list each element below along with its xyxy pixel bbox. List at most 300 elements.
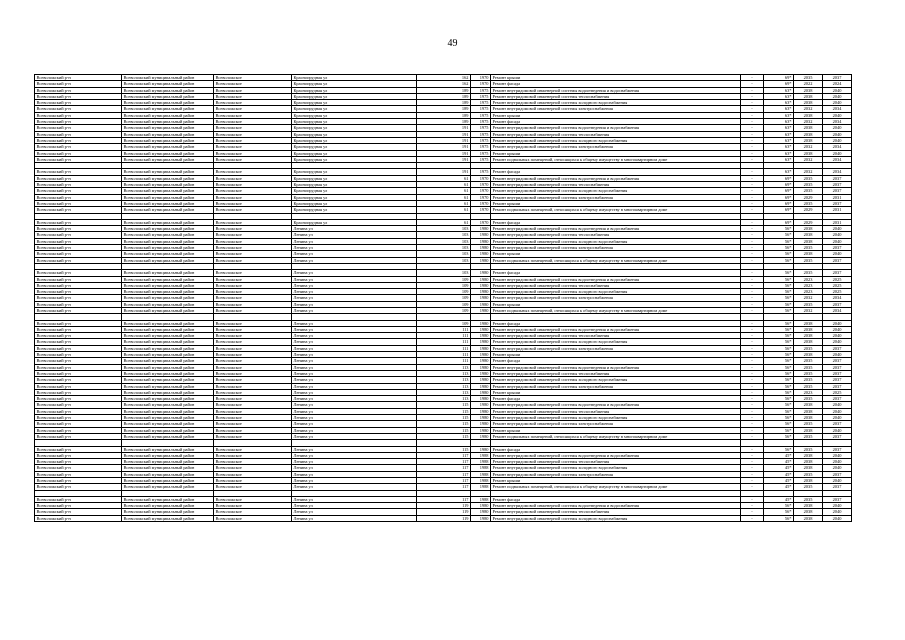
house-number-cell: 103: [417, 251, 471, 257]
year-built-cell: 1980: [471, 427, 491, 433]
settlement-cell: Всеволожское: [214, 100, 292, 106]
year-built-cell: 1980: [471, 358, 491, 364]
house-number-cell: 115: [417, 415, 471, 421]
work-type-cell: Ремонт крыши: [491, 478, 741, 484]
street-cell: Краснопрудная ул: [292, 175, 417, 181]
house-number-cell: 111: [417, 345, 471, 351]
house-number-cell: 115: [417, 427, 471, 433]
settlement-cell: Всеволожское: [214, 478, 292, 484]
district-cell: Всеволожский р-н: [35, 320, 122, 326]
district-cell: Всеволожский р-н: [35, 496, 122, 502]
dash-cell: -: [741, 207, 764, 213]
work-type-cell: Ремонт крыши: [491, 427, 741, 433]
work-type-cell: Ремонт внутридомовой инженерной системы теплоснабжения: [491, 282, 741, 288]
start-year-cell: 2035: [794, 421, 823, 427]
district-cell: Всеволожский р-н: [35, 415, 122, 421]
house-number-cell: 191: [417, 150, 471, 156]
wear-cell: 56*: [764, 352, 794, 358]
dash-cell: -: [741, 301, 764, 307]
start-year-cell: 2022: [794, 81, 823, 87]
wear-cell: 63*: [764, 150, 794, 156]
start-year-cell: 2035: [794, 370, 823, 376]
house-number-cell: 189: [417, 93, 471, 99]
end-year-cell: 2037: [823, 358, 852, 364]
wear-cell: 45*: [764, 478, 794, 484]
start-year-cell: 2029: [794, 194, 823, 200]
settlement-cell: Всеволожское: [214, 370, 292, 376]
dash-cell: -: [741, 106, 764, 112]
work-type-cell: Ремонт подвальных помещений, относящихся к общему имуществу в многоквартирном доме: [491, 156, 741, 162]
wear-cell: 69*: [764, 200, 794, 206]
work-type-cell: Ремонт подвальных помещений, относящихся к общему имуществу в многоквартирном доме: [491, 307, 741, 313]
street-cell: Ленина ул: [292, 433, 417, 439]
wear-cell: 45*: [764, 496, 794, 502]
year-built-cell: 1980: [471, 289, 491, 295]
year-built-cell: 1975: [471, 169, 491, 175]
year-built-cell: 1975: [471, 150, 491, 156]
street-cell: Ленина ул: [292, 326, 417, 332]
end-year-cell: 2037: [823, 377, 852, 383]
year-built-cell: 1980: [471, 396, 491, 402]
district-cell: Всеволожский р-н: [35, 93, 122, 99]
wear-cell: 45*: [764, 452, 794, 458]
district-cell: Всеволожский р-н: [35, 282, 122, 288]
district-cell: Всеволожский р-н: [35, 301, 122, 307]
district-cell: Всеволожский р-н: [35, 478, 122, 484]
district-cell: Всеволожский р-н: [35, 182, 122, 188]
settlement-cell: Всеволожское: [214, 289, 292, 295]
street-cell: Ленина ул: [292, 452, 417, 458]
district-cell: Всеволожский р-н: [35, 270, 122, 276]
house-number-cell: 117: [417, 484, 471, 490]
house-number-cell: 111: [417, 333, 471, 339]
dash-cell: -: [741, 144, 764, 150]
work-type-cell: Ремонт крыши: [491, 112, 741, 118]
wear-cell: 56*: [764, 333, 794, 339]
year-built-cell: 1980: [471, 515, 491, 521]
dash-cell: -: [741, 465, 764, 471]
house-number-cell: 109: [417, 276, 471, 282]
municipality-cell: Всеволожский муниципальный район: [122, 452, 214, 458]
end-year-cell: 2037: [823, 200, 852, 206]
start-year-cell: 2032: [794, 119, 823, 125]
work-type-cell: Ремонт фасада: [491, 119, 741, 125]
wear-cell: 56*: [764, 345, 794, 351]
year-built-cell: 1980: [471, 257, 491, 263]
street-cell: Краснопрудная ул: [292, 156, 417, 162]
dash-cell: -: [741, 182, 764, 188]
district-cell: Всеволожский р-н: [35, 81, 122, 87]
year-built-cell: 1970: [471, 81, 491, 87]
dash-cell: -: [741, 377, 764, 383]
settlement-cell: Всеволожское: [214, 503, 292, 509]
settlement-cell: Всеволожское: [214, 383, 292, 389]
street-cell: Ленина ул: [292, 226, 417, 232]
start-year-cell: 2038: [794, 150, 823, 156]
municipality-cell: Всеволожский муниципальный район: [122, 238, 214, 244]
street-cell: Краснопрудная ул: [292, 182, 417, 188]
municipality-cell: Всеволожский муниципальный район: [122, 427, 214, 433]
work-type-cell: Ремонт внутридомовой инженерной системы теплоснабжения: [491, 509, 741, 515]
municipality-cell: Всеволожский муниципальный район: [122, 200, 214, 206]
district-cell: Всеволожский р-н: [35, 364, 122, 370]
house-number-cell: 119: [417, 509, 471, 515]
end-year-cell: 2040: [823, 408, 852, 414]
start-year-cell: 2023: [794, 282, 823, 288]
wear-cell: 56*: [764, 383, 794, 389]
municipality-cell: Всеволожский муниципальный район: [122, 358, 214, 364]
district-cell: Всеволожский р-н: [35, 339, 122, 345]
house-number-cell: 109: [417, 295, 471, 301]
district-cell: Всеволожский р-н: [35, 112, 122, 118]
dash-cell: -: [741, 396, 764, 402]
settlement-cell: Всеволожское: [214, 232, 292, 238]
district-cell: Всеволожский р-н: [35, 370, 122, 376]
year-built-cell: 1970: [471, 175, 491, 181]
district-cell: Всеволожский р-н: [35, 515, 122, 521]
municipality-cell: Всеволожский муниципальный район: [122, 289, 214, 295]
municipality-cell: Всеволожский муниципальный район: [122, 87, 214, 93]
dash-cell: -: [741, 415, 764, 421]
house-number-cell: 109: [417, 307, 471, 313]
wear-cell: 56*: [764, 408, 794, 414]
start-year-cell: 2035: [794, 396, 823, 402]
year-built-cell: 1970: [471, 207, 491, 213]
work-type-cell: Ремонт фасада: [491, 270, 741, 276]
wear-cell: 69*: [764, 207, 794, 213]
year-built-cell: 1980: [471, 251, 491, 257]
dash-cell: -: [741, 503, 764, 509]
house-number-cell: 61: [417, 207, 471, 213]
street-cell: Ленина ул: [292, 383, 417, 389]
start-year-cell: 2038: [794, 137, 823, 143]
municipality-cell: Всеволожский муниципальный район: [122, 352, 214, 358]
work-type-cell: Ремонт внутридомовой инженерной системы электроснабжения: [491, 106, 741, 112]
work-type-cell: Ремонт крыши: [491, 389, 741, 395]
end-year-cell: 2037: [823, 245, 852, 251]
end-year-cell: 2040: [823, 427, 852, 433]
year-built-cell: 1975: [471, 137, 491, 143]
settlement-cell: Всеволожское: [214, 496, 292, 502]
street-cell: Ленина ул: [292, 232, 417, 238]
district-cell: Всеволожский р-н: [35, 100, 122, 106]
municipality-cell: Всеволожский муниципальный район: [122, 81, 214, 87]
street-cell: Ленина ул: [292, 301, 417, 307]
end-year-cell: 2040: [823, 415, 852, 421]
dash-cell: -: [741, 81, 764, 87]
district-cell: Всеволожский р-н: [35, 452, 122, 458]
start-year-cell: 2035: [794, 358, 823, 364]
settlement-cell: Всеволожское: [214, 182, 292, 188]
settlement-cell: Всеволожское: [214, 238, 292, 244]
start-year-cell: 2038: [794, 112, 823, 118]
district-cell: Всеволожский р-н: [35, 459, 122, 465]
settlement-cell: Всеволожское: [214, 106, 292, 112]
district-cell: Всеволожский р-н: [35, 226, 122, 232]
year-built-cell: 1988: [471, 459, 491, 465]
year-built-cell: 1980: [471, 370, 491, 376]
settlement-cell: Всеволожское: [214, 333, 292, 339]
wear-cell: 56*: [764, 339, 794, 345]
year-built-cell: 1975: [471, 119, 491, 125]
settlement-cell: Всеволожское: [214, 207, 292, 213]
district-cell: Всеволожский р-н: [35, 396, 122, 402]
dash-cell: -: [741, 364, 764, 370]
house-number-cell: 117: [417, 465, 471, 471]
street-cell: Краснопрудная ул: [292, 119, 417, 125]
dash-cell: -: [741, 471, 764, 477]
year-built-cell: 1980: [471, 408, 491, 414]
end-year-cell: 2037: [823, 471, 852, 477]
start-year-cell: 2038: [794, 415, 823, 421]
dash-cell: -: [741, 433, 764, 439]
house-number-cell: 61: [417, 194, 471, 200]
work-type-cell: Ремонт внутридомовой инженерной системы холодного водоснабжения: [491, 415, 741, 421]
district-cell: Всеволожский р-н: [35, 207, 122, 213]
year-built-cell: 1980: [471, 301, 491, 307]
settlement-cell: Всеволожское: [214, 226, 292, 232]
municipality-cell: Всеволожский муниципальный район: [122, 282, 214, 288]
settlement-cell: Всеволожское: [214, 459, 292, 465]
house-number-cell: 109: [417, 320, 471, 326]
start-year-cell: 2038: [794, 459, 823, 465]
settlement-cell: Всеволожское: [214, 81, 292, 87]
street-cell: Краснопрудная ул: [292, 112, 417, 118]
year-built-cell: 1980: [471, 352, 491, 358]
wear-cell: 63*: [764, 169, 794, 175]
end-year-cell: 2040: [823, 125, 852, 131]
district-cell: Всеволожский р-н: [35, 383, 122, 389]
year-built-cell: 1980: [471, 503, 491, 509]
municipality-cell: Всеволожский муниципальный район: [122, 232, 214, 238]
municipality-cell: Всеволожский муниципальный район: [122, 345, 214, 351]
district-cell: Всеволожский р-н: [35, 137, 122, 143]
wear-cell: 63*: [764, 156, 794, 162]
year-built-cell: 1970: [471, 219, 491, 225]
settlement-cell: Всеволожское: [214, 257, 292, 263]
district-cell: Всеволожский р-н: [35, 200, 122, 206]
street-cell: Ленина ул: [292, 238, 417, 244]
wear-cell: 56*: [764, 358, 794, 364]
district-cell: Всеволожский р-н: [35, 307, 122, 313]
work-type-cell: Ремонт внутридомовой инженерной системы холодного водоснабжения: [491, 289, 741, 295]
municipality-cell: Всеволожский муниципальный район: [122, 144, 214, 150]
street-cell: Ленина ул: [292, 446, 417, 452]
municipality-cell: Всеволожский муниципальный район: [122, 402, 214, 408]
wear-cell: 69*: [764, 75, 794, 81]
municipality-cell: Всеволожский муниципальный район: [122, 188, 214, 194]
wear-cell: 63*: [764, 137, 794, 143]
street-cell: Ленина ул: [292, 333, 417, 339]
municipality-cell: Всеволожский муниципальный район: [122, 433, 214, 439]
table-row: [35, 515, 852, 521]
start-year-cell: 2035: [794, 383, 823, 389]
house-number-cell: 117: [417, 452, 471, 458]
work-type-cell: Ремонт крыши: [491, 301, 741, 307]
wear-cell: 56*: [764, 509, 794, 515]
work-type-cell: Ремонт внутридомовой инженерной системы электроснабжения: [491, 144, 741, 150]
district-cell: Всеволожский р-н: [35, 408, 122, 414]
wear-cell: 69*: [764, 188, 794, 194]
wear-cell: 56*: [764, 270, 794, 276]
municipality-cell: Всеволожский муниципальный район: [122, 194, 214, 200]
year-built-cell: 1980: [471, 245, 491, 251]
start-year-cell: 2038: [794, 452, 823, 458]
district-cell: Всеволожский р-н: [35, 446, 122, 452]
page-number: 49: [447, 38, 458, 49]
settlement-cell: Всеволожское: [214, 112, 292, 118]
year-built-cell: 1980: [471, 383, 491, 389]
dash-cell: -: [741, 156, 764, 162]
work-type-cell: Ремонт фасада: [491, 446, 741, 452]
house-number-cell: 111: [417, 352, 471, 358]
house-number-cell: 113: [417, 370, 471, 376]
municipality-cell: Всеволожский муниципальный район: [122, 408, 214, 414]
start-year-cell: 2023: [794, 289, 823, 295]
dash-cell: -: [741, 200, 764, 206]
work-type-cell: Ремонт внутридомовой инженерной системы холодного водоснабжения: [491, 238, 741, 244]
district-cell: Всеволожский р-н: [35, 169, 122, 175]
year-built-cell: 1980: [471, 389, 491, 395]
start-year-cell: 2032: [794, 106, 823, 112]
street-cell: Краснопрудная ул: [292, 200, 417, 206]
settlement-cell: Всеволожское: [214, 87, 292, 93]
end-year-cell: 2034: [823, 156, 852, 162]
wear-cell: 56*: [764, 446, 794, 452]
dash-cell: -: [741, 276, 764, 282]
start-year-cell: 2035: [794, 200, 823, 206]
wear-cell: 63*: [764, 119, 794, 125]
district-cell: Всеволожский р-н: [35, 289, 122, 295]
municipality-cell: Всеволожский муниципальный район: [122, 459, 214, 465]
work-type-cell: Ремонт внутридомовой инженерной системы водоотведения и водоснабжения: [491, 87, 741, 93]
dash-cell: -: [741, 402, 764, 408]
work-type-cell: Ремонт фасада: [491, 169, 741, 175]
wear-cell: 56*: [764, 320, 794, 326]
settlement-cell: Всеволожское: [214, 484, 292, 490]
municipality-cell: Всеволожский муниципальный район: [122, 175, 214, 181]
dash-cell: -: [741, 446, 764, 452]
work-type-cell: Ремонт внутридомовой инженерной системы водоотведения и водоснабжения: [491, 175, 741, 181]
dash-cell: -: [741, 352, 764, 358]
wear-cell: 63*: [764, 112, 794, 118]
work-type-cell: Ремонт фасада: [491, 396, 741, 402]
end-year-cell: 2040: [823, 137, 852, 143]
district-cell: Всеволожский р-н: [35, 503, 122, 509]
dash-cell: -: [741, 427, 764, 433]
start-year-cell: 2038: [794, 251, 823, 257]
municipality-cell: Всеволожский муниципальный район: [122, 496, 214, 502]
municipality-cell: Всеволожский муниципальный район: [122, 276, 214, 282]
wear-cell: 45*: [764, 465, 794, 471]
house-number-cell: 189: [417, 87, 471, 93]
municipality-cell: Всеволожский муниципальный район: [122, 370, 214, 376]
street-cell: Краснопрудная ул: [292, 81, 417, 87]
municipality-cell: Всеволожский муниципальный район: [122, 446, 214, 452]
dash-cell: -: [741, 307, 764, 313]
street-cell: Ленина ул: [292, 352, 417, 358]
work-type-cell: Ремонт внутридомовой инженерной системы теплоснабжения: [491, 131, 741, 137]
wear-cell: 69*: [764, 175, 794, 181]
work-type-cell: Ремонт внутридомовой инженерной системы водоотведения и водоснабжения: [491, 125, 741, 131]
end-year-cell: 2037: [823, 270, 852, 276]
house-number-cell: 189: [417, 119, 471, 125]
start-year-cell: 2035: [794, 496, 823, 502]
end-year-cell: 2037: [823, 75, 852, 81]
end-year-cell: 2031: [823, 219, 852, 225]
year-built-cell: 1980: [471, 276, 491, 282]
house-number-cell: 189: [417, 100, 471, 106]
street-cell: Ленина ул: [292, 496, 417, 502]
start-year-cell: 2035: [794, 188, 823, 194]
municipality-cell: Всеволожский муниципальный район: [122, 509, 214, 515]
settlement-cell: Всеволожское: [214, 415, 292, 421]
start-year-cell: 2035: [794, 270, 823, 276]
house-number-cell: 61: [417, 175, 471, 181]
end-year-cell: 2037: [823, 370, 852, 376]
year-built-cell: 1975: [471, 87, 491, 93]
district-cell: Всеволожский р-н: [35, 509, 122, 515]
year-built-cell: 1980: [471, 295, 491, 301]
end-year-cell: 2034: [823, 144, 852, 150]
dash-cell: -: [741, 515, 764, 521]
settlement-cell: Всеволожское: [214, 144, 292, 150]
start-year-cell: 2038: [794, 352, 823, 358]
house-number-cell: 113: [417, 364, 471, 370]
wear-cell: 45*: [764, 471, 794, 477]
wear-cell: 56*: [764, 295, 794, 301]
dash-cell: -: [741, 478, 764, 484]
street-cell: Ленина ул: [292, 478, 417, 484]
district-cell: Всеволожский р-н: [35, 131, 122, 137]
settlement-cell: Всеволожское: [214, 427, 292, 433]
end-year-cell: 2040: [823, 238, 852, 244]
end-year-cell: 2040: [823, 232, 852, 238]
wear-cell: 56*: [764, 289, 794, 295]
dash-cell: -: [741, 257, 764, 263]
end-year-cell: 2040: [823, 87, 852, 93]
wear-cell: 56*: [764, 515, 794, 521]
dash-cell: -: [741, 175, 764, 181]
municipality-cell: Всеволожский муниципальный район: [122, 251, 214, 257]
settlement-cell: Всеволожское: [214, 200, 292, 206]
district-cell: Всеволожский р-н: [35, 471, 122, 477]
municipality-cell: Всеволожский муниципальный район: [122, 389, 214, 395]
year-built-cell: 1988: [471, 478, 491, 484]
start-year-cell: 2038: [794, 326, 823, 332]
wear-cell: 56*: [764, 421, 794, 427]
year-built-cell: 1980: [471, 238, 491, 244]
wear-cell: 56*: [764, 251, 794, 257]
wear-cell: 63*: [764, 131, 794, 137]
wear-cell: 56*: [764, 301, 794, 307]
settlement-cell: Всеволожское: [214, 245, 292, 251]
municipality-cell: Всеволожский муниципальный район: [122, 156, 214, 162]
start-year-cell: 2035: [794, 301, 823, 307]
year-built-cell: 1980: [471, 433, 491, 439]
street-cell: Ленина ул: [292, 358, 417, 364]
start-year-cell: 2038: [794, 503, 823, 509]
house-number-cell: 113: [417, 377, 471, 383]
work-type-cell: Ремонт фасада: [491, 219, 741, 225]
district-cell: Всеволожский р-н: [35, 358, 122, 364]
start-year-cell: 2032: [794, 307, 823, 313]
house-number-cell: 117: [417, 459, 471, 465]
work-type-cell: Ремонт внутридомовой инженерной системы водоотведения и водоснабжения: [491, 402, 741, 408]
start-year-cell: 2038: [794, 408, 823, 414]
settlement-cell: Всеволожское: [214, 358, 292, 364]
year-built-cell: 1980: [471, 377, 491, 383]
